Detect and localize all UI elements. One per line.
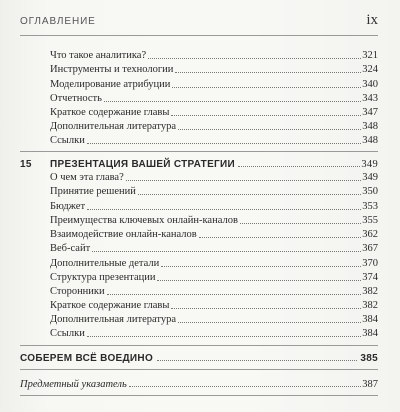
toc-entry[interactable]: Преимущества ключевых онлайн-каналов 355 <box>50 215 378 226</box>
toc-entry[interactable]: Взаимодействие онлайн-каналов 362 <box>50 229 378 240</box>
toc-entry[interactable]: Ссылки 384 <box>50 328 378 339</box>
section-divider <box>20 151 378 152</box>
section-divider <box>20 345 378 346</box>
page-number: ix <box>366 12 378 28</box>
page-header <box>20 12 378 34</box>
toc-entry[interactable]: Что такое аналитика? 321 <box>50 50 378 61</box>
index-entry[interactable] <box>20 376 378 390</box>
section-divider <box>20 395 378 396</box>
toc-entry[interactable]: Инструменты и технологии 324 <box>50 64 378 75</box>
toc-entry[interactable]: Сторонники 382 <box>50 286 378 297</box>
section-divider <box>20 369 378 370</box>
toc-entry[interactable]: Моделирование атрибуции 340 <box>50 79 378 90</box>
part-heading[interactable] <box>20 350 378 364</box>
toc-entry[interactable]: Краткое содержание главы 382 <box>50 300 378 311</box>
toc-entry[interactable]: Принятие решений 350 <box>50 186 378 197</box>
toc-entry[interactable]: Структура презентации 374 <box>50 272 378 283</box>
index-title: Предметный указатель <box>20 379 127 390</box>
toc-entry[interactable]: Отчетность 343 <box>50 93 378 104</box>
toc-entry[interactable]: Ссылки 348 <box>50 135 378 146</box>
part-page: 385 <box>360 353 378 364</box>
toc-entry[interactable]: Краткое содержание главы 347 <box>50 107 378 118</box>
toc-entry[interactable]: О чем эта глава? 349 <box>50 172 378 183</box>
toc-entry[interactable]: Дополнительная литература 384 <box>50 314 378 325</box>
running-head: ОГЛАВЛЕНИЕ <box>20 16 96 27</box>
index-page: 387 <box>362 379 378 390</box>
chapter-page: 349 <box>361 159 378 170</box>
part-title: СОБЕРЕМ ВСЁ ВОЕДИНО <box>20 353 154 364</box>
chapter-number: 15 <box>20 159 32 170</box>
toc-entry[interactable]: Веб-сайт 367 <box>50 243 378 254</box>
toc-entry[interactable]: Дополнительная литература 348 <box>50 121 378 132</box>
toc-entry[interactable]: Дополнительные детали 370 <box>50 258 378 269</box>
header-rule <box>20 35 378 36</box>
chapter-title: ПРЕЗЕНТАЦИЯ ВАШЕЙ СТРАТЕГИИ <box>50 159 235 170</box>
toc-entry[interactable]: Бюджет 353 <box>50 201 378 212</box>
chapter-heading[interactable] <box>20 156 378 170</box>
